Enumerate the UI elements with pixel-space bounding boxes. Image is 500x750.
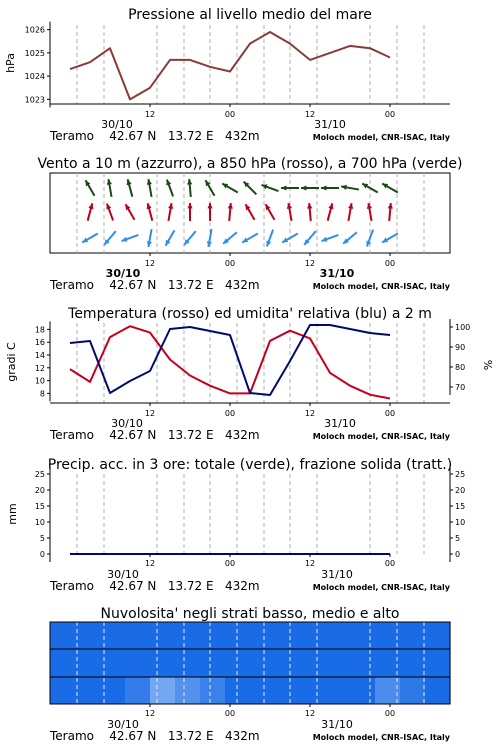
precipitation-right-ytick-label-3: 15 <box>455 502 466 511</box>
cloud-cell-medio-12 <box>350 649 376 677</box>
cloud-xtick-label-3: 00 <box>384 709 396 718</box>
cloud-cell-alto-4 <box>150 622 176 649</box>
precipitation-ytick-label-3: 15 <box>34 502 45 511</box>
pressure-location-label: Teramo 42.67 N 13.72 E 432m <box>50 129 260 143</box>
cloud-cell-alto-11 <box>325 622 351 649</box>
precipitation-xtick-label-1: 00 <box>224 559 236 568</box>
temperature-humidity-series <box>70 325 390 399</box>
temperature-ylabel: gradi C <box>5 342 18 382</box>
wind-date-label-2: 31/10 <box>319 267 355 280</box>
cloud-cell-basso-4 <box>150 677 176 704</box>
cloud-date-label-1: 30/10 <box>107 718 139 731</box>
cloud-cell-basso-0 <box>50 677 76 704</box>
cloud-panel <box>49 606 451 743</box>
cloud-cell-basso-6 <box>200 677 226 704</box>
pressure-xaxis <box>145 104 395 119</box>
temperature-xtick-label-2: 12 <box>304 409 316 418</box>
temperature-date-label-2: 31/10 <box>324 417 356 430</box>
temperature-ytick-label-1: 10 <box>34 376 45 386</box>
cloud-cell-medio-10 <box>300 649 326 677</box>
cloud-cell-medio-7 <box>225 649 251 677</box>
cloud-cell-medio-9 <box>275 649 301 677</box>
pressure-yaxis <box>25 22 50 108</box>
cloud-xtick-label-2: 12 <box>304 709 316 718</box>
cloud-title: Nuvolosita' negli strati basso, medio e alto <box>100 606 400 622</box>
pressure-xtick-label-2: 12 <box>304 110 316 119</box>
cloud-cell-alto-14 <box>400 622 426 649</box>
temperature-title: Temperatura (rosso) ed umidita' relativa (blu) a 2 m <box>68 306 432 322</box>
precipitation-right-ytick-label-0: 0 <box>455 550 461 559</box>
humidity-ytick-label-0: 70 <box>455 383 466 392</box>
precipitation-xtick-label-0: 12 <box>144 559 156 568</box>
pressure-date-label-2: 31/10 <box>314 118 346 131</box>
pressure-ytick-label-1: 1024 <box>24 72 45 82</box>
precipitation-xaxis <box>145 554 395 568</box>
pressure-grid <box>77 25 424 104</box>
temperature-ytick-label-5: 18 <box>34 325 45 335</box>
precipitation-xtick-label-2: 12 <box>304 559 316 568</box>
cloud-xtick-label-0: 12 <box>144 709 156 718</box>
cloud-cell-basso-8 <box>250 677 276 704</box>
cloud-cell-medio-8 <box>250 649 276 677</box>
cloud-cell-alto-7 <box>225 622 251 649</box>
wind-date-label-1: 30/10 <box>105 267 141 280</box>
pressure-xtick-label-1: 00 <box>224 110 236 119</box>
wind-location-label: Teramo 42.67 N 13.72 E 432m <box>50 278 260 292</box>
humidity-ytick-label-1: 80 <box>455 363 466 372</box>
cloud-date-label-2: 31/10 <box>321 718 353 731</box>
humidity-line <box>70 325 390 395</box>
precipitation-yaxis <box>35 466 50 562</box>
precipitation-grid <box>77 474 424 554</box>
wind-xtick-label-0: 12 <box>144 259 156 268</box>
cloud-xtick-label-1: 00 <box>224 709 236 718</box>
precipitation-right-ytick-label-5: 25 <box>455 470 466 479</box>
pressure-xtick-label-3: 00 <box>384 110 396 119</box>
cloud-heatmap <box>50 622 451 704</box>
cloud-cell-medio-11 <box>325 649 351 677</box>
cloud-cell-basso-10 <box>300 677 326 704</box>
cloud-cell-medio-6 <box>200 649 226 677</box>
precipitation-right-ytick-label-4: 20 <box>455 486 466 495</box>
precipitation-right-yaxis <box>450 466 465 562</box>
cloud-credit-label: Moloch model, CNR-ISAC, Italy <box>312 733 450 742</box>
cloud-cell-alto-12 <box>350 622 376 649</box>
cloud-cell-basso-12 <box>350 677 376 704</box>
wind-xtick-label-2: 12 <box>304 259 316 268</box>
cloud-cell-medio-1 <box>75 649 101 677</box>
cloud-cell-basso-11 <box>325 677 351 704</box>
cloud-cell-basso-7 <box>225 677 251 704</box>
cloud-cell-alto-10 <box>300 622 326 649</box>
cloud-cell-basso-14 <box>400 677 426 704</box>
precipitation-credit-label: Moloch model, CNR-ISAC, Italy <box>312 583 450 592</box>
temperature-xaxis <box>145 403 395 418</box>
precipitation-right-ytick-label-1: 5 <box>455 534 461 543</box>
precipitation-ytick-label-4: 20 <box>34 486 45 495</box>
pressure-xtick-label-0: 12 <box>144 110 156 119</box>
temperature-xtick-label-1: 00 <box>224 409 236 418</box>
cloud-cell-medio-14 <box>400 649 426 677</box>
temperature-ytick-label-3: 14 <box>34 351 45 360</box>
cloud-cell-alto-9 <box>275 622 301 649</box>
wind-xtick-label-1: 00 <box>224 259 236 268</box>
precipitation-date-label-2: 31/10 <box>321 568 353 581</box>
humidity-ytick-label-2: 90 <box>455 343 466 352</box>
cloud-cell-alto-5 <box>175 622 201 649</box>
cloud-cell-alto-0 <box>50 622 76 649</box>
wind-credit-label: Moloch model, CNR-ISAC, Italy <box>312 282 450 291</box>
temperature-ytick-label-4: 16 <box>34 338 45 348</box>
precipitation-panel <box>6 457 465 593</box>
precipitation-ylabel: mm <box>6 503 19 525</box>
pressure-credit-label: Moloch model, CNR-ISAC, Italy <box>312 133 450 142</box>
cloud-cell-basso-3 <box>125 677 151 704</box>
precipitation-ytick-label-1: 5 <box>39 534 45 543</box>
precipitation-ytick-label-2: 10 <box>34 518 45 527</box>
cloud-cell-alto-8 <box>250 622 276 649</box>
cloud-cell-medio-5 <box>175 649 201 677</box>
temperature-panel <box>5 306 495 442</box>
cloud-cell-medio-15 <box>425 649 451 677</box>
humidity-ylabel: % <box>482 359 495 371</box>
temperature-credit-label: Moloch model, CNR-ISAC, Italy <box>312 432 450 441</box>
precipitation-right-ytick-label-2: 10 <box>455 518 466 527</box>
pressure-date-label-1: 30/10 <box>101 118 133 131</box>
temperature-xtick-label-0: 12 <box>144 409 156 418</box>
wind-xtick-label-3: 00 <box>384 259 396 268</box>
cloud-cell-alto-3 <box>125 622 151 649</box>
temperature-date-label-1: 30/10 <box>111 417 143 430</box>
cloud-cell-basso-5 <box>175 677 201 704</box>
cloud-cell-alto-1 <box>75 622 101 649</box>
humidity-yaxis <box>450 319 470 395</box>
pressure-panel <box>4 7 451 143</box>
pressure-ytick-label-0: 1023 <box>24 95 45 105</box>
cloud-cell-basso-9 <box>275 677 301 704</box>
cloud-xaxis <box>145 704 395 718</box>
cloud-cell-basso-1 <box>75 677 101 704</box>
cloud-cell-alto-15 <box>425 622 451 649</box>
temperature-xtick-label-3: 00 <box>384 409 396 418</box>
temperature-location-label: Teramo 42.67 N 13.72 E 432m <box>50 428 260 442</box>
precipitation-location-label: Teramo 42.67 N 13.72 E 432m <box>50 579 260 593</box>
cloud-cell-medio-4 <box>150 649 176 677</box>
wind-xaxis <box>145 253 395 268</box>
precipitation-title: Precip. acc. in 3 ore: totale (verde), frazione solida (tratt.) <box>47 457 453 473</box>
precipitation-ytick-label-0: 0 <box>39 550 45 559</box>
temperature-ytick-label-2: 12 <box>34 363 45 373</box>
precipitation-ytick-label-5: 25 <box>34 470 45 479</box>
pressure-series <box>70 32 390 100</box>
humidity-ytick-label-3: 100 <box>455 323 471 332</box>
temperature-ytick-label-0: 8 <box>39 389 45 399</box>
wind-title: Vento a 10 m (azzurro), a 850 hPa (rosso), a 700 hPa (verde) <box>37 156 463 172</box>
cloud-cell-alto-6 <box>200 622 226 649</box>
cloud-location-label: Teramo 42.67 N 13.72 E 432m <box>50 729 260 743</box>
cloud-cell-medio-0 <box>50 649 76 677</box>
pressure-ytick-label-3: 1026 <box>24 25 45 35</box>
cloud-cell-medio-3 <box>125 649 151 677</box>
pressure-ylabel: hPa <box>4 53 17 73</box>
pressure-ytick-label-2: 1025 <box>24 48 45 58</box>
pressure-line <box>70 32 390 99</box>
precipitation-xtick-label-3: 00 <box>384 559 396 568</box>
cloud-cell-basso-15 <box>425 677 451 704</box>
precipitation-date-label-1: 30/10 <box>107 568 139 581</box>
wind-panel <box>37 156 462 292</box>
temperature-yaxis <box>35 321 50 401</box>
pressure-title: Pressione al livello medio del mare <box>128 7 372 23</box>
